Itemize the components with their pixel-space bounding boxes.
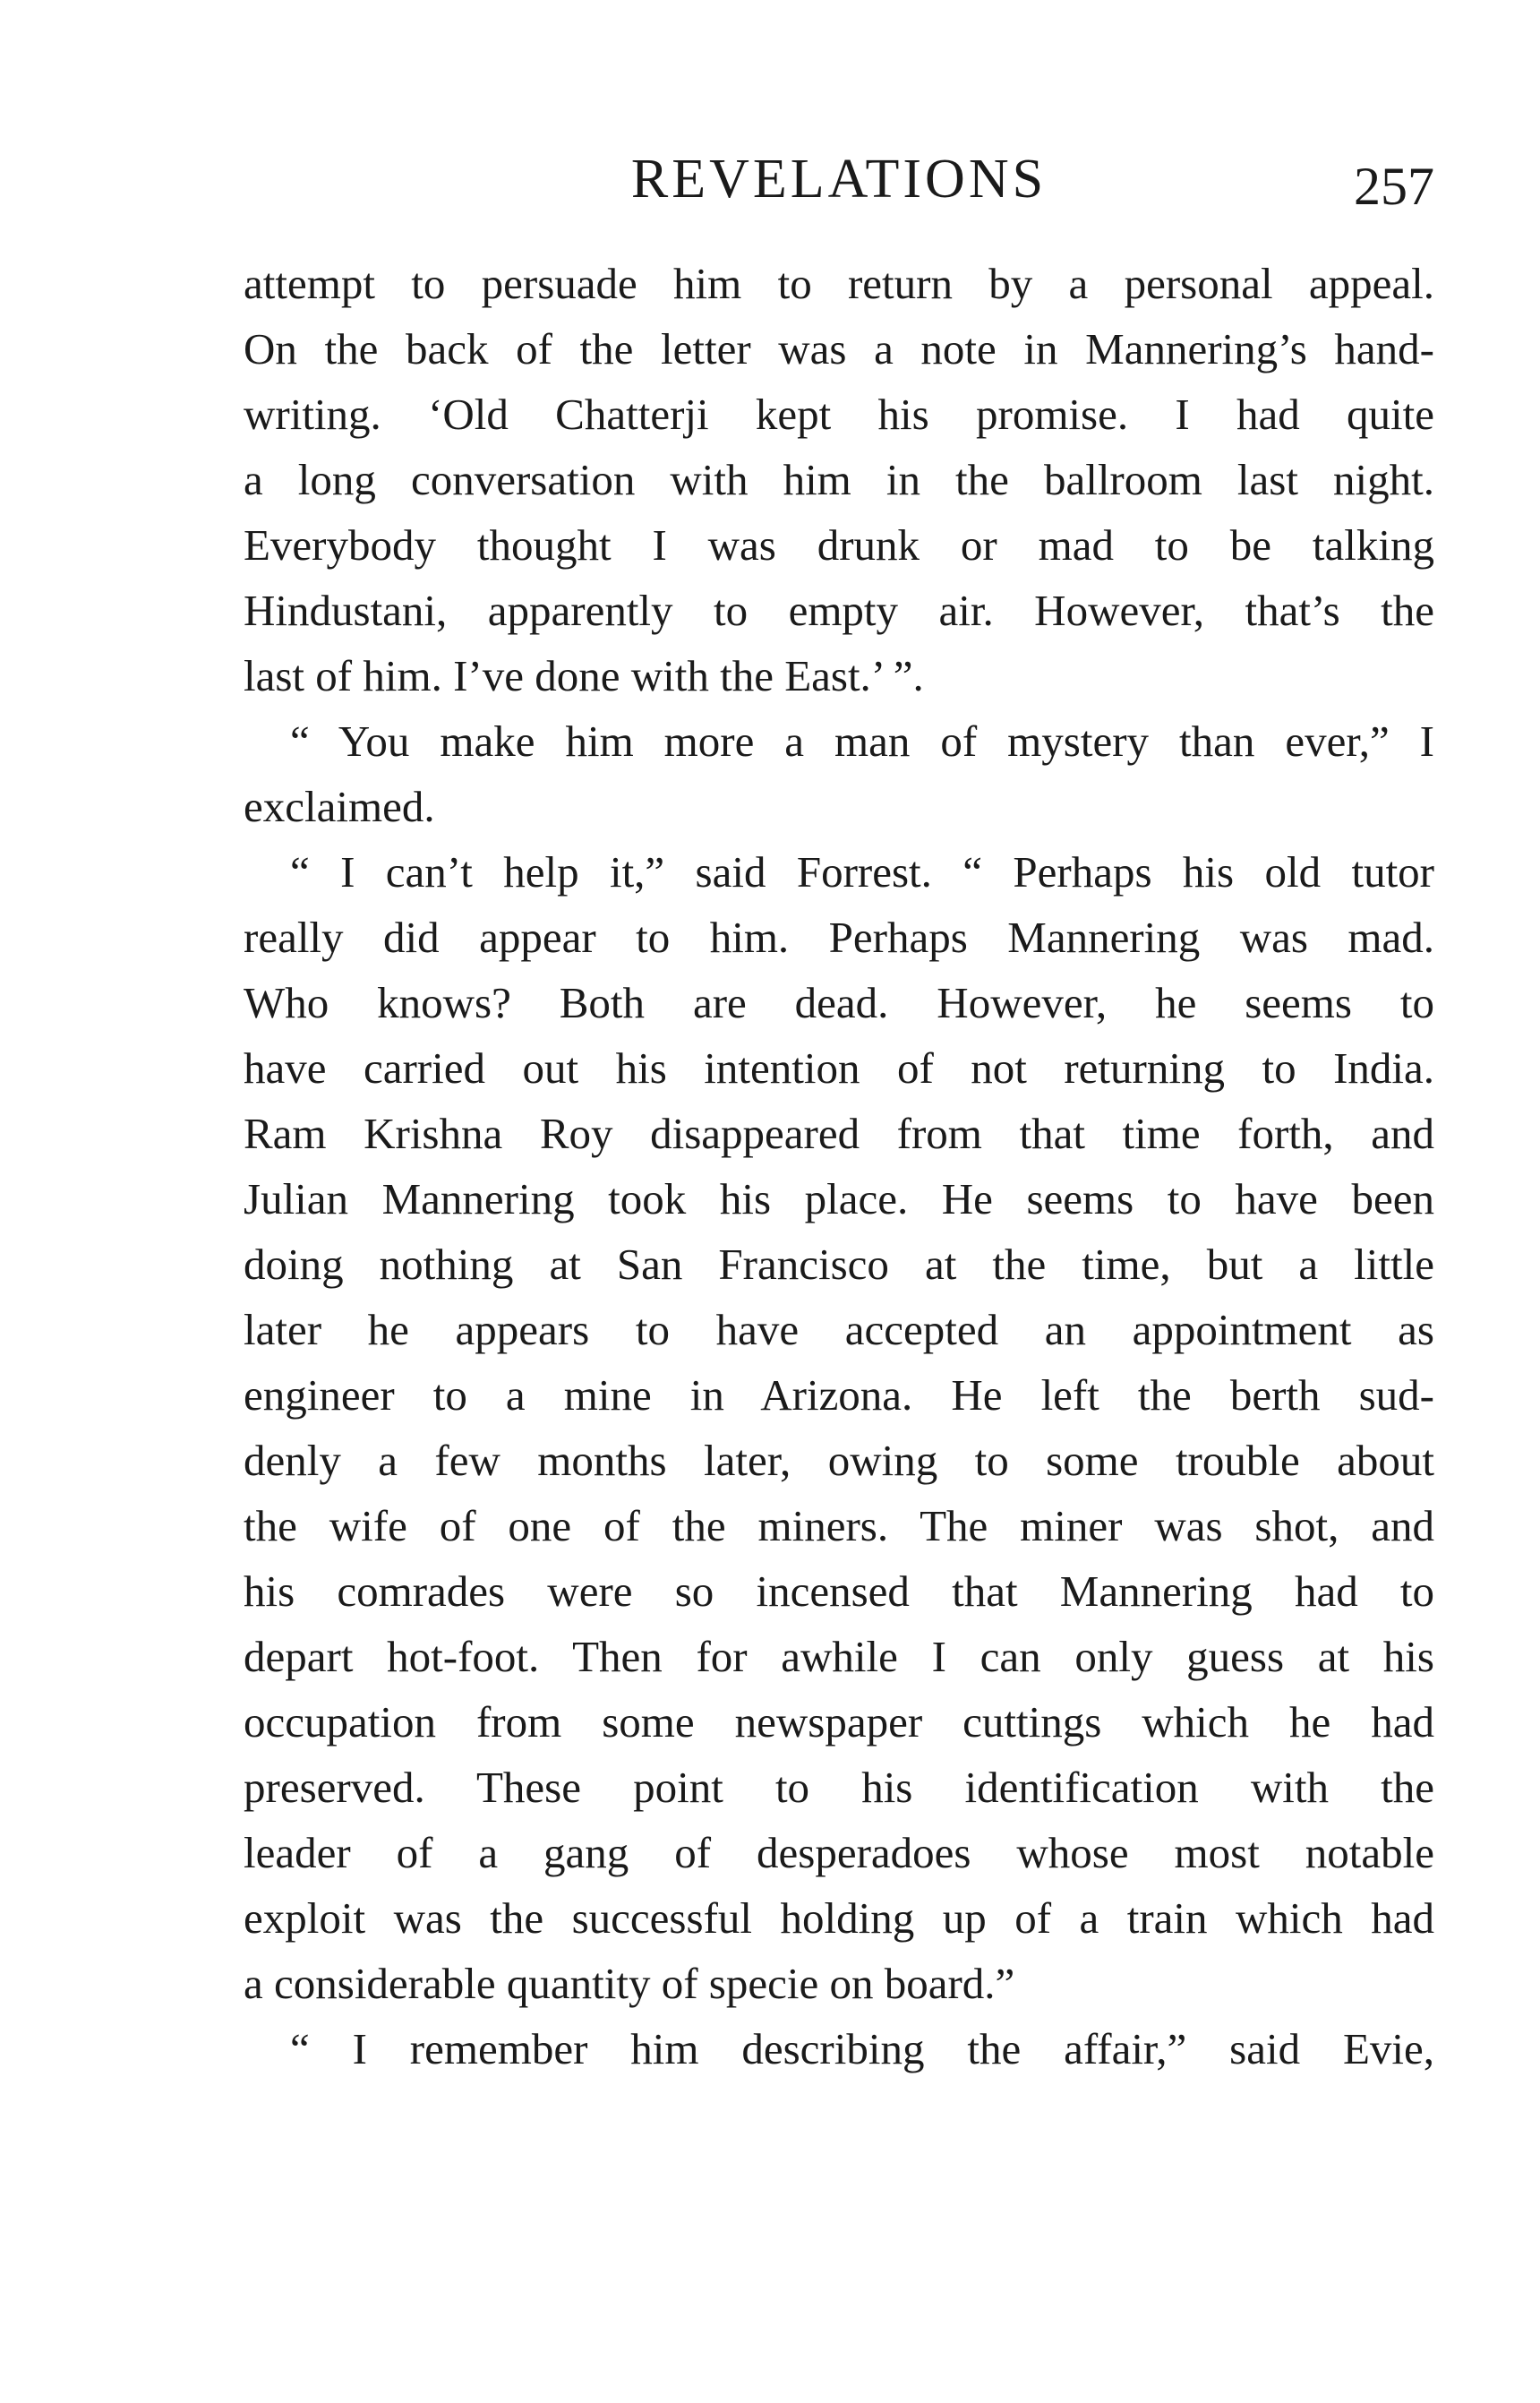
text-line: attempt to persuade him to return by a personal appeal.	[244, 259, 1434, 308]
text-line: engineer to a mine in Arizona. He left the berth sud-	[244, 1370, 1434, 1420]
running-title: REVELATIONS	[630, 149, 1048, 210]
page-number: 257	[1354, 157, 1434, 216]
text-line: have carried out his intention of not returning to India.	[244, 1043, 1434, 1093]
text-line: Everybody thought I was drunk or mad to be talking	[244, 520, 1434, 570]
text-line: writing. ‘Old Chatterji kept his promise. I had quite	[244, 390, 1434, 439]
text-line: a long conversation with him in the ballroom last night.	[244, 455, 1434, 504]
text-line: the wife of one of the miners. The miner was shot, and	[244, 1501, 1434, 1550]
body-text	[244, 251, 1434, 2081]
text-line: depart hot-foot. Then for awhile I can only guess at his	[244, 1632, 1434, 1681]
text-line: exclaimed.	[244, 782, 435, 831]
text-line: last of him. I’ve done with the East.’ ”.	[244, 651, 924, 700]
text-line: a considerable quantity of specie on board.”	[244, 1959, 1015, 2008]
text-line: Hindustani, apparently to empty air. However, that’s the	[244, 586, 1434, 635]
text-line: leader of a gang of desperadoes whose most notable	[244, 1828, 1434, 1877]
running-head	[244, 143, 1434, 215]
text-line: Who knows? Both are dead. However, he seems to	[244, 978, 1434, 1027]
text-line: On the back of the letter was a note in Mannering’s hand-	[244, 324, 1434, 373]
text-line: exploit was the successful holding up of a train which had	[244, 1893, 1434, 1943]
text-line: “ I remember him describing the affair,” said Evie,	[290, 2024, 1434, 2073]
text-line: really did appear to him. Perhaps Mannering was mad.	[244, 913, 1434, 962]
text-line: later he appears to have accepted an appointment as	[244, 1305, 1434, 1354]
text-line: preserved. These point to his identification with the	[244, 1763, 1434, 1812]
text-line: Ram Krishna Roy disappeared from that time forth, and	[244, 1109, 1434, 1158]
text-line: his comrades were so incensed that Mannering had to	[244, 1566, 1434, 1616]
text-line: “ I can’t help it,” said Forrest. “ Perhaps his old tutor	[290, 847, 1434, 897]
text-line: “ You make him more a man of mystery than ever,” I	[290, 717, 1434, 766]
text-line: denly a few months later, owing to some trouble about	[244, 1436, 1434, 1485]
text-line: doing nothing at San Francisco at the time, but a little	[244, 1240, 1434, 1289]
text-line: occupation from some newspaper cuttings which he had	[244, 1697, 1434, 1746]
text-line: Julian Mannering took his place. He seems to have been	[244, 1174, 1434, 1223]
